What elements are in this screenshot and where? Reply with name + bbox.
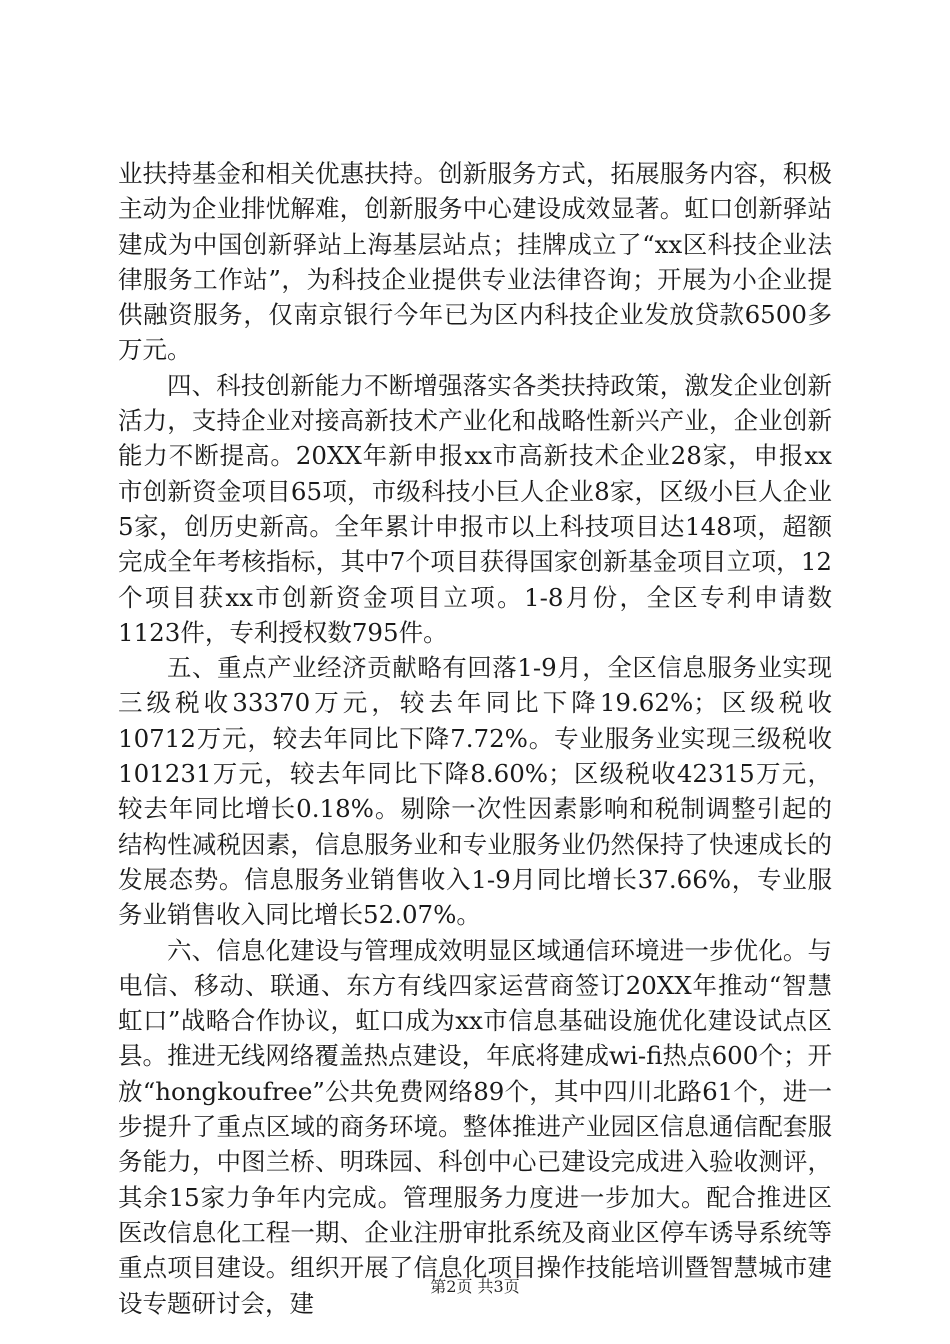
document-body: [118, 156, 832, 1321]
paragraph-continuation: 业扶持基金和相关优惠扶持。创新服务方式，拓展服务内容，积极主动为企业排忧解难，创新服务中心建设成效显著。虹口创新驿站建成为中国创新驿站上海基层站点；挂牌成立了“xx区科技企业法律服务工作站”，为科技企业提供专业法律咨询；开展为小企业提供融资服务，仅南京银行今年已为区内科技企业发放贷款6500多万元。: [118, 159, 832, 365]
paragraph-section-4: 四、科技创新能力不断增强落实各类扶持政策，激发企业创新活力，支持企业对接高新技术产业化和战略性新兴产业，企业创新能力不断提高。20XX年新申报xx市高新技术企业28家，申报xx市创新资金项目65项，市级科技小巨人企业8家，区级小巨人企业5家，创历史新高。全年累计申报市以上科技项目达148项，超额完成全年考核指标，其中7个项目获得国家创新基金项目立项，12个项目获xx市创新资金项目立项。1-8月份，全区专利申请数1123件，专利授权数795件。: [118, 370, 832, 647]
page-number-footer: 第2页 共3页: [430, 1277, 520, 1296]
paragraph-section-5: 五、重点产业经济贡献略有回落1-9月，全区信息服务业实现三级税收33370万元，较去年同比下降19.62%；区级税收10712万元，较去年同比下降7.72%。专业服务业实现三级税收101231万元，较去年同比下降8.60%；区级税收42315万元，较去年同比增长0.18%。剔除一次性因素影响和税制调整引起的结构性减税因素，信息服务业和专业服务业仍然保持了快速成长的发展态势。信息服务业销售收入1-9月同比增长37.66%，专业服务业销售收入同比增长52.07%。: [118, 653, 832, 930]
paragraph-section-6: 六、信息化建设与管理成效明显区域通信环境进一步优化。与电信、移动、联通、东方有线四家运营商签订20XX年推动“智慧虹口”战略合作协议，虹口成为xx市信息基础设施优化建设试点区县。推进无线网络覆盖热点建设，年底将建成wi-fi热点600个；开放“hongkoufree”公共免费网络89个，其中四川北路61个，进一步提升了重点区域的商务环境。整体推进产业园区信息通信配套服务能力，中图兰桥、明珠园、科创中心已建设完成进入验收测评，其余15家力争年内完成。管理服务力度进一步加大。配合推进区医改信息化工程一期、企业注册审批系统及商业区停车诱导系统等重点项目建设。组织开展了信息化项目操作技能培训暨智慧城市建设专题研讨会，建: [118, 935, 832, 1318]
